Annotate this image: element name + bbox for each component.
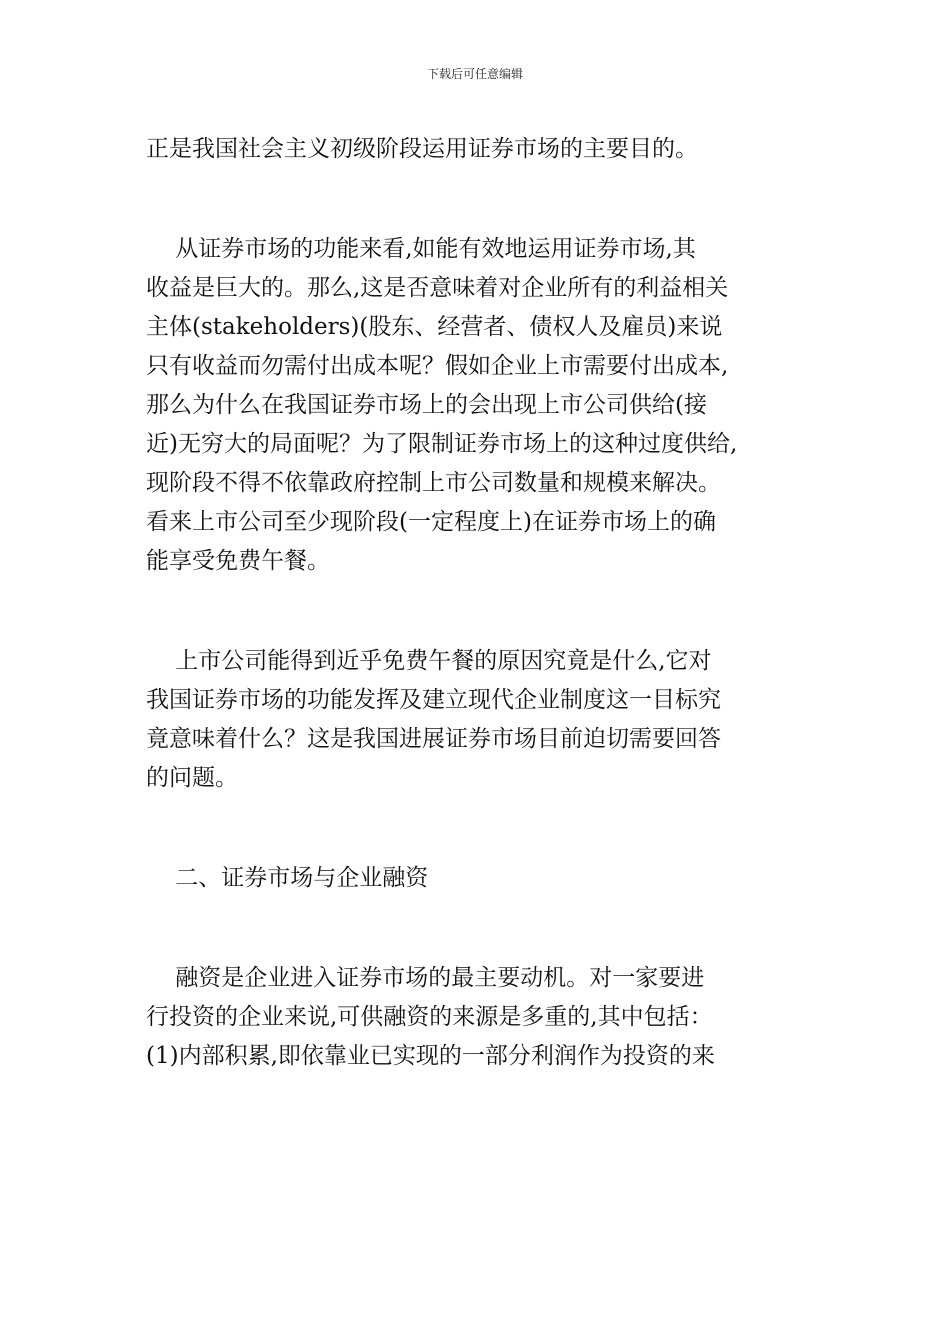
paragraph-gap [146,169,816,230]
paragraph-2: 从证券市场的功能来看,如能有效地运用证券市场,其 收益是巨大的。那么,这是否意味着对企业所有的利益相关 主体(stakeholders)(股东、经营者、债权人及雇员)来说 只有收益而勿需付出成本呢？假如企业上市需要付出成本, 那么为什么在我国证券市场上的会出现上市公司供给(接 近)无穷大的局面呢？为了限制证券市场上的这种过度供给, 现阶段不得不依靠政府控制上市公司数量和规模来解决。 看来上市公司至少现阶段(一定程度上)在证券市场上的确 能享受免费午餐。 [146,236,738,574]
page-header: 下载后可任意编辑 [426,67,523,81]
paragraph-gap [146,798,816,859]
paragraph-3: 上市公司能得到近乎免费午餐的原因究竟是什么,它对 我国证券市场的功能发挥及建立现代企业制度这一目标究 竟意味着什么？这是我国进展证券市场目前迫切需要回答 的问题。 [146,648,721,791]
paragraph-gap [146,898,816,959]
document-body [146,130,816,1076]
paragraph-4: 融资是企业进入证券市场的最主要动机。对一家要进 行投资的企业来说,可供融资的来源是多重的,其中包括： (1)内部积累,即依靠业已实现的一部分利润作为投资的来 [146,965,715,1069]
paragraph-gap [146,581,816,642]
section-heading: 二、证券市场与企业融资 [146,865,429,891]
paragraph-1: 正是我国社会主义初级阶段运用证券市场的主要目的。 [146,136,698,162]
